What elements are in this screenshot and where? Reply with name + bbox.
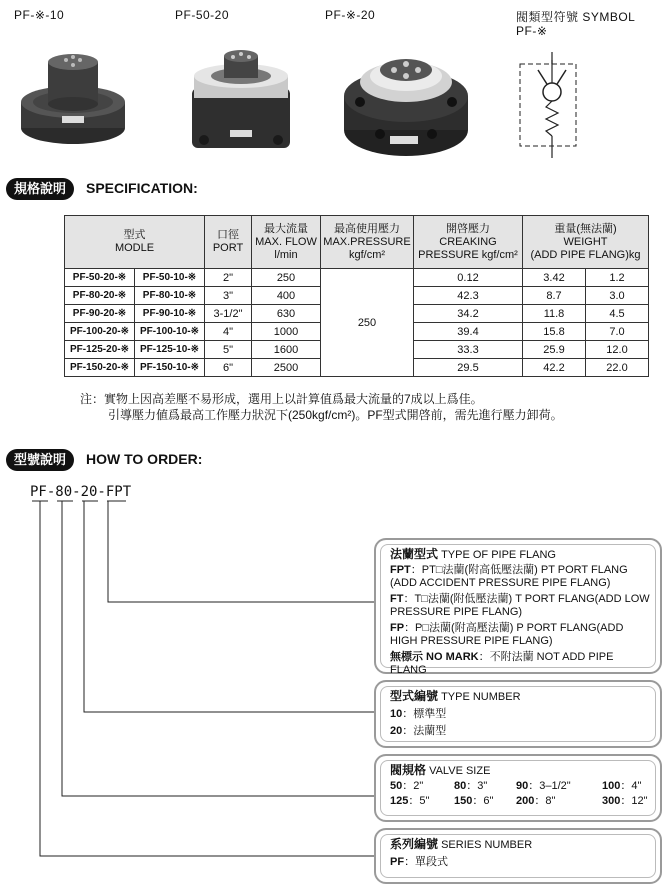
symbol-code: PF-※ (516, 24, 548, 38)
size-key: 125 (390, 795, 409, 807)
cell-flow: 1000 (252, 323, 321, 341)
cell-weight-2: 1.2 (586, 269, 649, 287)
size-value: ：3" (466, 780, 488, 792)
size-title-cn: 閥規格 (390, 763, 427, 777)
cell-model-20: PF-150-20-※ (65, 359, 135, 377)
header-model: 型式 MODLE (65, 216, 205, 269)
size-value: ：12" (620, 795, 648, 807)
size-value: ：5" (408, 795, 430, 807)
spec-title: SPECIFICATION: (86, 180, 198, 196)
cell-weight-2: 4.5 (586, 305, 649, 323)
cell-flow: 1600 (252, 341, 321, 359)
type-desc-20: ：法蘭型 (402, 725, 447, 737)
cell-port: 3-1/2" (205, 305, 252, 323)
type-key-20: 20 (390, 725, 403, 737)
cell-weight-2: 22.0 (586, 359, 649, 377)
flange-desc-ft: ：T□法蘭(附低壓法蘭) T PORT FLANG(ADD LOW PRESSURE PIPE FLANG) (390, 593, 650, 618)
cell-model-10: PF-80-10-※ (135, 287, 205, 305)
spec-badge: 規格說明 (6, 178, 74, 200)
size-key: 90 (516, 780, 529, 792)
cell-port: 2" (205, 269, 252, 287)
series-key-pf: PF (390, 856, 405, 868)
cell-model-20: PF-80-20-※ (65, 287, 135, 305)
type-title-en: TYPE NUMBER (438, 691, 521, 703)
size-title-en: VALVE SIZE (426, 765, 491, 777)
cell-weight-1: 3.42 (523, 269, 586, 287)
flange-key-fp: FP (390, 622, 405, 634)
flange-desc-fpt: ：PT□法蘭(附高低壓法蘭) PT PORT FLANG (ADD ACCIDENT PRESSURE PIPE FLANG) (390, 564, 628, 589)
cell-creaking: 29.5 (414, 359, 523, 377)
size-key: 80 (454, 780, 467, 792)
size-key: 200 (516, 795, 535, 807)
size-item (390, 780, 454, 793)
valve-size-box (374, 754, 662, 822)
series-number-box (374, 828, 662, 884)
size-item (516, 795, 602, 808)
symbol-title: 閥類型符號 SYMBOL (516, 10, 636, 24)
cell-flow: 2500 (252, 359, 321, 377)
flange-desc-fp: ：P□法蘭(附高壓法蘭) P PORT FLANG(ADD HIGH PRESSURE PIPE FLANG) (390, 622, 624, 647)
cell-model-20: PF-90-20-※ (65, 305, 135, 323)
size-item (602, 780, 652, 793)
cell-max-pressure: 250 (321, 269, 414, 377)
header-creaking: 開啓壓力 CREAKING PRESSURE kgf/cm² (414, 216, 523, 269)
cell-port: 6" (205, 359, 252, 377)
flange-key-ft: FT (390, 593, 404, 605)
cell-weight-1: 8.7 (523, 287, 586, 305)
flange-type-box (374, 538, 662, 674)
note-line-1: 注：實物上因高差壓不易形成，選用上以計算值爲最大流量的7成以上爲佳。 (80, 392, 483, 406)
size-item (454, 780, 516, 793)
size-value: ：8" (534, 795, 556, 807)
cell-weight-2: 3.0 (586, 287, 649, 305)
cell-model-20: PF-50-20-※ (65, 269, 135, 287)
flange-key-nomark: 無標示 NO MARK (390, 651, 479, 663)
cell-creaking: 33.3 (414, 341, 523, 359)
size-key: 50 (390, 780, 403, 792)
type-number-box (374, 680, 662, 748)
cell-creaking: 42.3 (414, 287, 523, 305)
cell-creaking: 39.4 (414, 323, 523, 341)
header-port: 口徑 PORT (205, 216, 252, 269)
cell-model-10: PF-50-10-※ (135, 269, 205, 287)
cell-model-10: PF-125-10-※ (135, 341, 205, 359)
product-caption-2: PF-50-20 (175, 8, 230, 22)
size-key: 150 (454, 795, 473, 807)
cell-creaking: 0.12 (414, 269, 523, 287)
note-line-2: 引導壓力値爲最高工作壓力狀況下(250kgf/cm²)。PF型式開啓前，需先進行壓力卸荷。 (108, 408, 563, 422)
order-badge: 型號說明 (6, 449, 74, 471)
size-value: ：2" (402, 780, 424, 792)
cell-model-20: PF-100-20-※ (65, 323, 135, 341)
type-title-cn: 型式編號 (390, 689, 439, 703)
cell-port: 5" (205, 341, 252, 359)
cell-model-20: PF-125-20-※ (65, 341, 135, 359)
cell-weight-1: 11.8 (523, 305, 586, 323)
cell-flow: 630 (252, 305, 321, 323)
size-key: 100 (602, 780, 621, 792)
cell-creaking: 34.2 (414, 305, 523, 323)
header-pressure: 最高使用壓力 MAX.PRESSURE kgf/cm² (321, 216, 414, 269)
size-item (390, 795, 454, 808)
series-desc-pf: ：單段式 (404, 856, 449, 868)
cell-model-10: PF-90-10-※ (135, 305, 205, 323)
size-item (516, 780, 602, 793)
flange-title-cn: 法蘭型式 (390, 547, 439, 561)
order-title: HOW TO ORDER: (86, 451, 203, 467)
size-value: ：6" (472, 795, 494, 807)
cell-weight-2: 7.0 (586, 323, 649, 341)
series-title-cn: 系列編號 (390, 837, 439, 851)
size-value: ：4" (620, 780, 642, 792)
cell-flow: 250 (252, 269, 321, 287)
product-caption-1: PF-※-10 (14, 8, 65, 22)
flange-title-en: TYPE OF PIPE FLANG (438, 549, 556, 561)
size-key: 300 (602, 795, 621, 807)
product-caption-3: PF-※-20 (325, 8, 376, 22)
order-code: PF-80-20-FPT (30, 484, 132, 500)
series-title-en: SERIES NUMBER (438, 839, 533, 851)
cell-model-10: PF-100-10-※ (135, 323, 205, 341)
type-desc-10: ：標準型 (402, 708, 447, 720)
size-item (454, 795, 516, 808)
type-key-10: 10 (390, 708, 403, 720)
size-value: ：3–1/2" (528, 780, 571, 792)
cell-weight-1: 42.2 (523, 359, 586, 377)
cell-weight-2: 12.0 (586, 341, 649, 359)
size-item (602, 795, 652, 808)
cell-port: 4" (205, 323, 252, 341)
cell-port: 3" (205, 287, 252, 305)
header-flow: 最大流量 MAX. FLOW l/min (252, 216, 321, 269)
cell-weight-1: 15.8 (523, 323, 586, 341)
cell-weight-1: 25.9 (523, 341, 586, 359)
flange-key-fpt: FPT (390, 564, 411, 576)
cell-model-10: PF-150-10-※ (135, 359, 205, 377)
flange-desc-nomark: ：不附法蘭 NOT ADD PIPE FLANG (390, 651, 614, 676)
cell-flow: 400 (252, 287, 321, 305)
header-weight: 重量(無法蘭) WEIGHT (ADD PIPE FLANG)kg (523, 216, 649, 269)
